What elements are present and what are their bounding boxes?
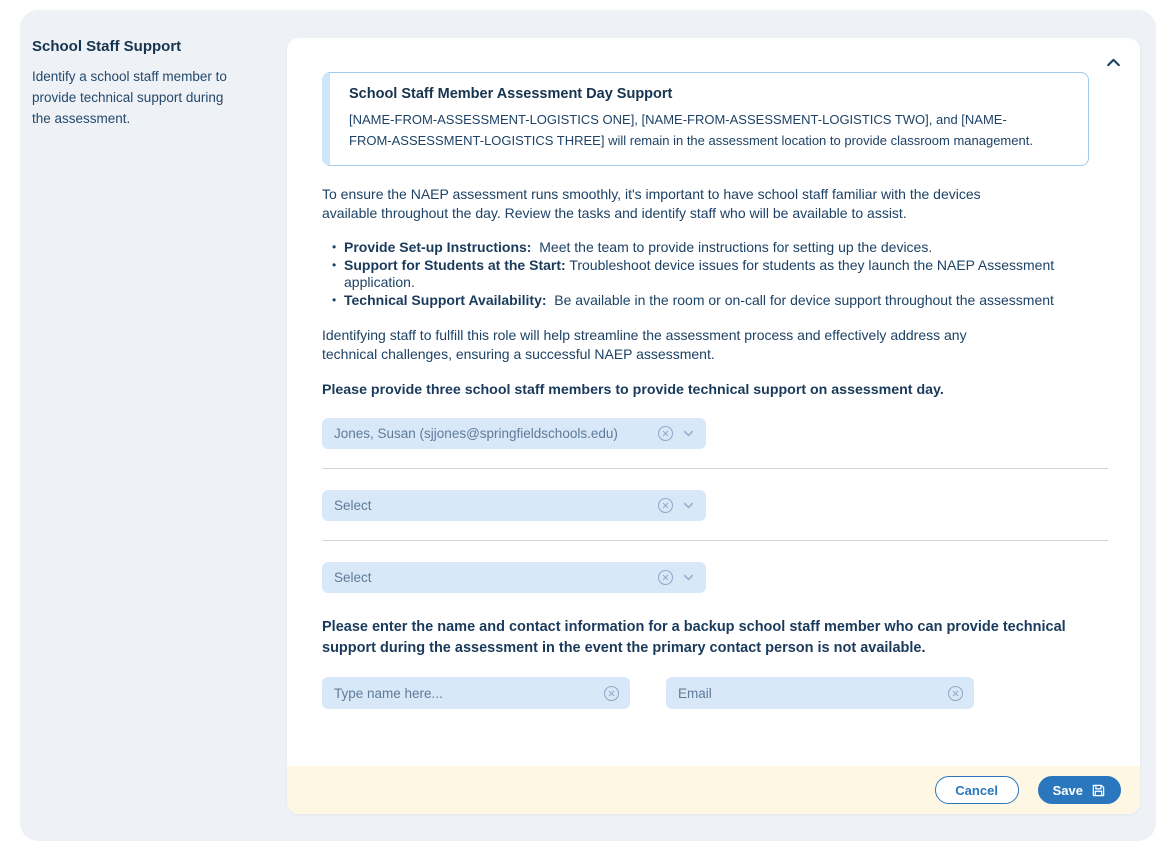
chevron-down-icon[interactable] [681,427,696,440]
backup-email-input[interactable] [666,677,974,709]
intro-paragraph: To ensure the NAEP assessment runs smoothly, it's important to have school staff familiar with the devices available throughout the day. Review the tasks and identify staff who will be available to assist. [322,186,981,221]
section-sidebar [32,38,257,129]
section-title: School Staff Support [32,38,182,55]
save-button[interactable] [1038,776,1121,804]
backup-email-field-wrap [666,677,974,709]
backup-name-input[interactable] [322,677,630,709]
staff-members-prompt: Please provide three school staff members to provide technical support on assessment day. [322,382,944,398]
list-item [332,257,1108,292]
selected-value: Jones, Susan (sjjones@springfieldschools.edu) [334,426,618,441]
task-label: Provide Set-up Instructions: [344,239,532,255]
task-label: Technical Support Availability: [344,291,547,308]
card-body [287,38,1140,709]
callout-body: [NAME-FROM-ASSESSMENT-LOGISTICS ONE], [NAME-FROM-ASSESSMENT-LOGISTICS TWO], and [NAME-FROM-ASSESSMENT-LOGISTICS THREE] will remain in the assessment location to provide classroom management. [349,112,1033,148]
staff-member-1-select[interactable] [322,418,706,449]
outro-paragraph: Identifying staff to fulfill this role will help streamline the assessment process and effectively address any technical challenges, ensuring a successful NAEP assessment. [322,327,967,362]
circle-x-icon[interactable] [657,569,674,586]
circle-x-icon[interactable] [603,685,620,702]
cancel-button[interactable]: Cancel [935,776,1019,804]
task-list [322,239,1108,309]
task-label: Support for Students at the Start: [344,256,566,273]
info-callout [322,72,1089,166]
collapse-section-button[interactable] [1102,51,1124,73]
circle-x-icon[interactable] [657,425,674,442]
chevron-up-icon [1105,54,1122,71]
floppy-disk-icon [1091,783,1106,798]
chevron-down-icon[interactable] [681,571,696,584]
task-text: Be available in the room or on-call for device support throughout the assessment [554,291,1054,308]
content-panel [20,10,1156,841]
school-staff-support-card [287,38,1140,814]
selected-value: Select [334,498,372,513]
save-button-label: Save [1052,782,1083,798]
task-text: Troubleshoot device issues for students as they launch the NAEP Assessment application. [344,256,1055,290]
circle-x-icon[interactable] [947,685,964,702]
callout-title: School Staff Member Assessment Day Support [349,86,673,102]
backup-contact-prompt: Please enter the name and contact information for a backup school staff member who can provide technical support during the assessment in the event the primary contact person is not available. [322,619,1066,656]
circle-x-icon[interactable] [657,497,674,514]
staff-member-3-select[interactable] [322,562,706,593]
list-item [332,239,1108,257]
list-item [332,292,1108,310]
divider [322,540,1108,541]
selected-value: Select [334,570,372,585]
backup-contact-inputs [322,677,1108,709]
section-description: Identify a school staff member to provide technical support during the assessment. [32,69,227,126]
staff-member-2-select[interactable] [322,490,706,521]
backup-name-field-wrap [322,677,630,709]
card-footer [287,766,1140,814]
chevron-down-icon[interactable] [681,499,696,512]
task-text: Meet the team to provide instructions for setting up the devices. [539,239,933,255]
divider [322,468,1108,469]
